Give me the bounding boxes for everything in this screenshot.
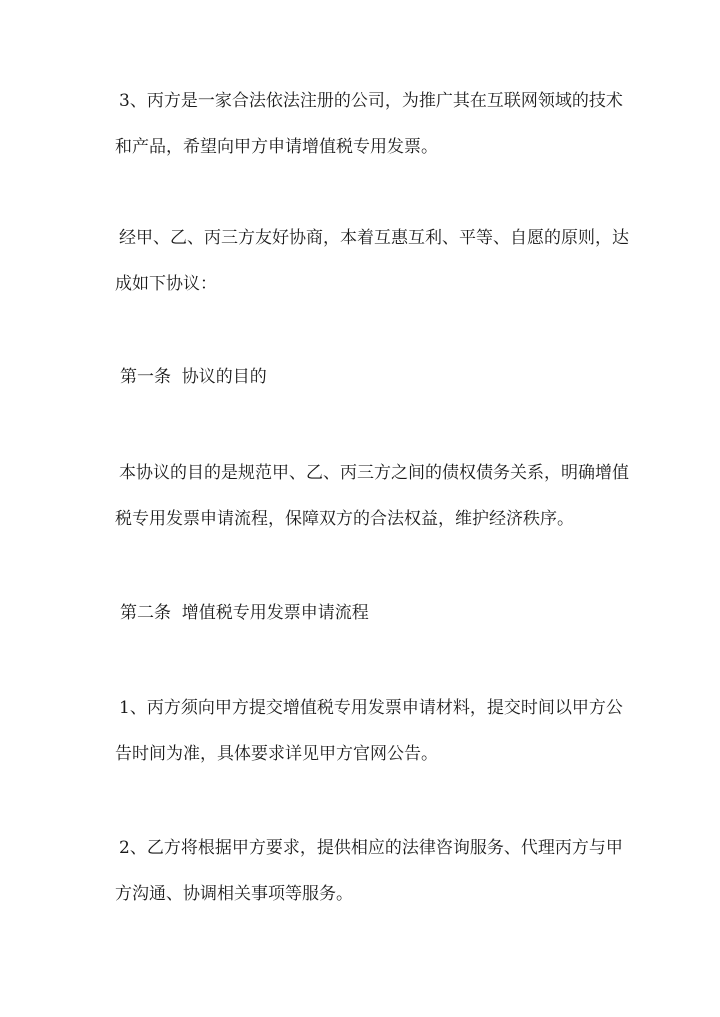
paragraph-line: 成如下协议： (115, 274, 217, 294)
paragraph-line: 2、乙方将根据甲方要求，提供相应的法律咨询服务、代理丙方与甲 (119, 838, 623, 858)
article-two-heading: 第二条 增值税专用发票申请流程 (120, 603, 369, 623)
paragraph-line: 3、丙方是一家合法依法注册的公司，为推广其在互联网领域的技术 (119, 91, 623, 111)
paragraph-agreement-purpose (115, 450, 630, 542)
article-one-heading: 第一条 协议的目的 (120, 367, 267, 387)
paragraph-legal-services (115, 825, 630, 917)
paragraph-line: 告时间为准，具体要求详见甲方官网公告。 (115, 744, 438, 764)
paragraph-line: 1、丙方须向甲方提交增值税专用发票申请材料，提交时间以甲方公 (119, 698, 623, 718)
paragraph-party-c-intro (115, 78, 630, 170)
paragraph-line: 方沟通、协调相关事项等服务。 (115, 884, 353, 904)
paragraph-application-materials (115, 685, 630, 777)
paragraph-line: 本协议的目的是规范甲、乙、丙三方之间的债权债务关系，明确增值 (119, 463, 629, 483)
paragraph-line: 和产品，希望向甲方申请增值税专用发票。 (115, 137, 438, 157)
paragraph-negotiation (115, 215, 630, 307)
paragraph-line: 经甲、乙、丙三方友好协商，本着互惠互利、平等、自愿的原则，达 (119, 228, 629, 248)
paragraph-line: 税专用发票申请流程，保障双方的合法权益，维护经济秩序。 (115, 509, 574, 529)
